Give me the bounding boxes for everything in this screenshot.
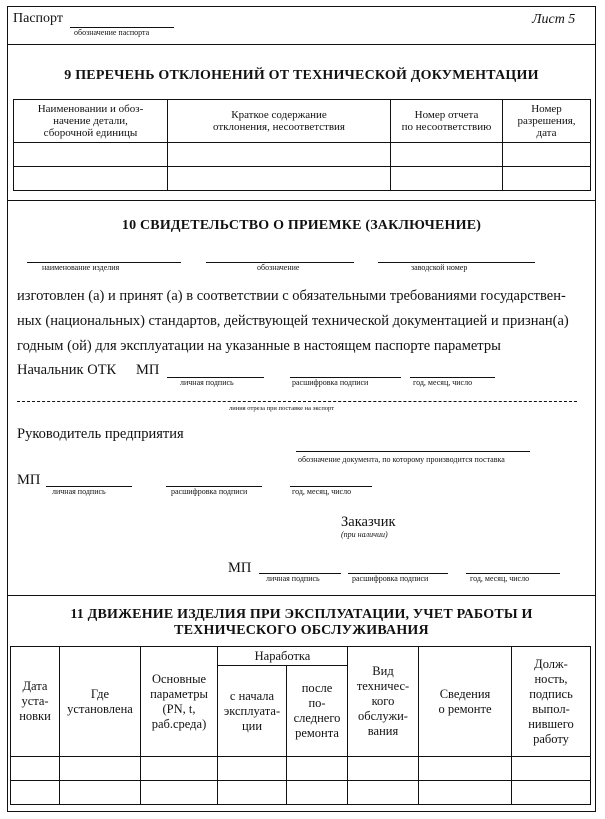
customer-decode-caption: расшифровка подписи <box>352 574 429 583</box>
col-install-date: Дата уста- новки <box>11 647 60 757</box>
col-permit-number: Номер разрешения, дата <box>503 100 591 143</box>
enterprise-head-label: Руководитель предприятия <box>17 426 184 442</box>
customer-label: Заказчик <box>341 514 396 530</box>
col-main-params: Основные параметры (PN, t, раб.среда) <box>141 647 218 757</box>
col-summary: Краткое содержание отклонения, несоответствия <box>168 100 391 143</box>
section10-title: 10 СВИДЕТЕЛЬСТВО О ПРИЕМКЕ (ЗАКЛЮЧЕНИЕ) <box>121 218 482 233</box>
customer-signature-caption: личная подпись <box>266 574 320 583</box>
otk-stamp-label: МП <box>136 362 160 378</box>
otk-date-caption: год, месяц, число <box>413 378 473 387</box>
col-since-start: с начала эксплуата- ции <box>218 666 287 757</box>
enterprise-decode-caption: расшифровка подписи <box>171 487 248 496</box>
passport-label: Паспорт <box>13 11 63 26</box>
customer-stamp-label: МП <box>228 560 252 576</box>
acceptance-text-line-3: годным (ой) для эксплуатации на указанные в настоящем паспорте параметры <box>17 338 501 354</box>
passport-designation-caption: обозначение паспорта <box>74 28 150 37</box>
section11-title-line-2: ТЕХНИЧЕСКОГО ОБСЛУЖИВАНИЯ <box>174 623 429 638</box>
table-row <box>11 757 591 781</box>
supply-doc-caption: обозначение документа, по которому производится поставка <box>298 455 505 464</box>
table-row <box>14 167 591 191</box>
col-since-repair: после по- следнего ремонта <box>287 666 348 757</box>
acceptance-text-line-2: ных (национальных) стандартов, действующей технической документацией и признан(а) <box>17 313 569 329</box>
section11-title-line-1: 11 ДВИЖЕНИЕ ИЗДЕЛИЯ ПРИ ЭКСПЛУАТАЦИИ, УЧЕТ РАБОТЫ И <box>70 607 533 622</box>
otk-decode-caption: расшифровка подписи <box>292 378 369 387</box>
sheet-number: Лист 5 <box>532 12 576 27</box>
enterprise-signature-caption: личная подпись <box>52 487 106 496</box>
section9-divider <box>7 200 596 201</box>
col-service-type: Вид техничес- кого обслужи- вания <box>348 647 419 757</box>
customer-if-any-caption: (при наличии) <box>341 530 388 539</box>
acceptance-text-line-1: изготовлен (а) и принят (а) в соответствии с обязательными требованиями государствен- <box>17 288 566 304</box>
operation-log-table <box>10 646 591 805</box>
serial-caption: заводской номер <box>411 263 468 272</box>
enterprise-date-caption: год, месяц, число <box>292 487 352 496</box>
col-location: Где установлена <box>60 647 141 757</box>
enterprise-stamp-label: МП <box>17 472 41 488</box>
deviations-table <box>13 99 591 191</box>
table-row <box>11 781 591 805</box>
designation-caption: обозначение <box>257 263 300 272</box>
otk-head-label: Начальник ОТК <box>17 362 117 378</box>
col-repair-info: Сведения о ремонте <box>419 647 512 757</box>
section10-divider <box>7 595 596 596</box>
table-row <box>14 143 591 167</box>
col-report-number: Номер отчета по несоответствию <box>391 100 503 143</box>
header-divider <box>7 44 596 45</box>
customer-date-caption: год, месяц, число <box>470 574 530 583</box>
col-part-name: Наименовании и обоз- начение детали, сборочной единицы <box>14 100 168 143</box>
col-runtime: Наработка <box>218 647 348 666</box>
otk-signature-caption: личная подпись <box>180 378 234 387</box>
item-name-caption: наименование изделия <box>42 263 120 272</box>
supply-doc-line <box>296 451 530 452</box>
col-performer: Долж- ность, подпись выпол- нившего работу <box>512 647 591 757</box>
cut-line-caption: линия отреза при поставке на экспорт <box>229 405 335 412</box>
section9-title: 9 ПЕРЕЧЕНЬ ОТКЛОНЕНИЙ ОТ ТЕХНИЧЕСКОЙ ДОКУМЕНТАЦИИ <box>64 68 539 83</box>
export-cut-line <box>17 401 577 402</box>
